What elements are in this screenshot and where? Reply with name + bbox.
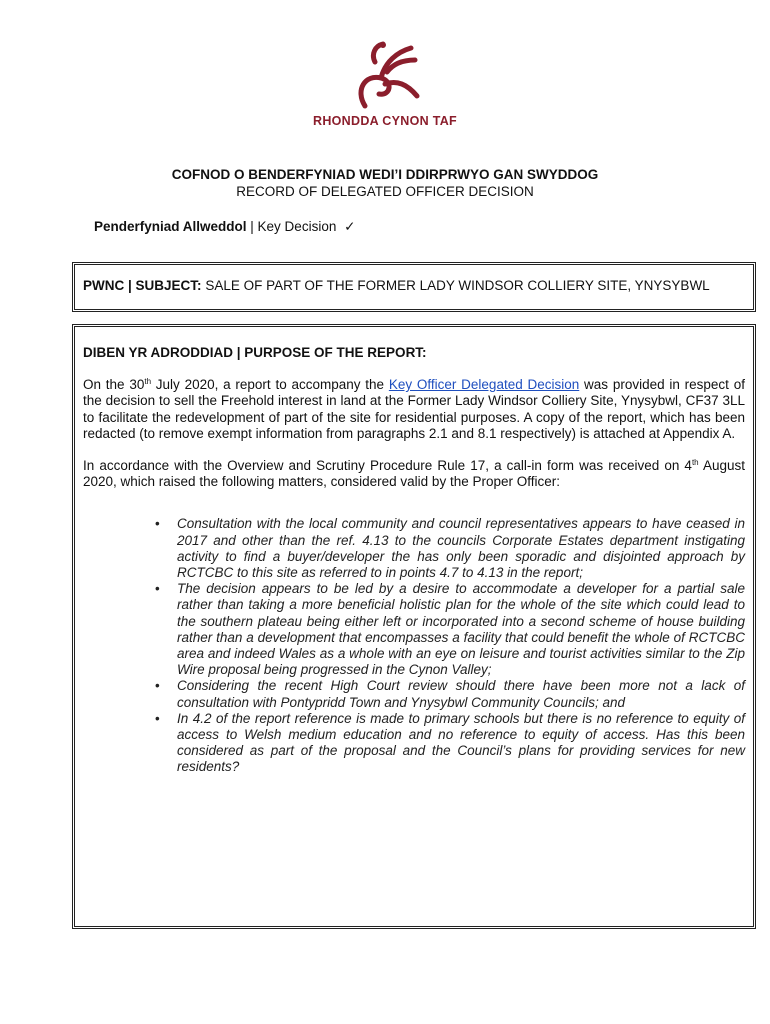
- key-decision-welsh: Penderfyniad Allweddol: [94, 219, 247, 234]
- key-decision-english: Key Decision: [257, 219, 337, 234]
- purpose-box: [72, 324, 756, 929]
- list-item-text: Consultation with the local community and council representatives appears to have ceased in 2017 and other than the ref. 4.13 to the councils Corporate Estates department instigating activity to find a buyer/developer the has only been sporadic and disjointed approach by RCTCBC to this site as referred to in points 4.7 to 4.13 in the report;: [177, 516, 745, 581]
- key-officer-decision-link[interactable]: Key Officer Delegated Decision: [388, 377, 580, 393]
- list-item: [155, 678, 745, 710]
- p1-text-c: was provided in respect of the decision to sell the Freehold interest in land at the Former Lady Windsor Colliery Site, Ynysybwl, CF37 3LL to facilitate the redevelopment of part of the site for residential purposes. A copy of the report, which has been redacted (to remove exempt information from paragraphs 2.1 and 8.1 respectively) is attached at Appendix A.: [83, 377, 745, 441]
- checkmark-icon: ✓: [344, 219, 356, 234]
- bullet-icon: •: [155, 581, 160, 597]
- dragon-emblem-icon: [345, 40, 425, 112]
- bullet-icon: •: [155, 678, 160, 694]
- list-item-text: In 4.2 of the report reference is made to primary schools but there is no reference to equity of access to Welsh medium education and no reference to equity of access. Has this been considered as part of the proposal and the Council’s plans for providing services for new residents?: [177, 710, 745, 775]
- logo-text: RHONDDA CYNON TAF: [313, 114, 457, 128]
- subject-text: SALE OF PART OF THE FORMER LADY WINDSOR COLLIERY SITE, YNYSYBWL: [205, 278, 710, 293]
- purpose-paragraph-1: [83, 377, 745, 442]
- purpose-heading: DIBEN YR ADRODDIAD | PURPOSE OF THE REPORT:: [83, 345, 427, 360]
- subject-label: PWNC | SUBJECT:: [83, 278, 202, 293]
- key-decision-separator: |: [246, 219, 258, 234]
- list-item: [155, 581, 745, 678]
- list-item: [155, 710, 745, 776]
- list-item-text: The decision appears to be led by a desire to accommodate a developer for a partial sale rather than taking a more beneficial holistic plan for the whole of the site which could lead to the southern plateau being either left or incorporated into a second scheme of house building rather than a development that encompasses a facility that could benefit the whole of RCTCBC area and indeed Wales as a whole with an eye on leisure and tourist activities similar to the Zip Wire proposal being progressed in the Cynon Valley;: [177, 581, 745, 678]
- key-decision-line: [94, 219, 355, 235]
- welsh-title: COFNOD O BENDERFYNIAD WEDI’I DDIRPRWYO GAN SWYDDOG: [171, 167, 599, 182]
- p1-text-b: July 2020, a report to accompany the: [151, 377, 389, 393]
- p2-text-a: In accordance with the Overview and Scrutiny Procedure Rule 17, a call-in form was received on 4: [83, 458, 692, 474]
- p1-superscript: th: [144, 377, 152, 387]
- list-item-text: Considering the recent High Court review should there have been more not a lack of consultation with Pontypridd Town and Ynysybwl Community Councils; and: [177, 678, 745, 710]
- call-in-matters-list: [83, 516, 745, 775]
- p1-text-a: On the 30: [83, 377, 145, 393]
- bullet-icon: •: [155, 710, 160, 726]
- list-item: [155, 516, 745, 581]
- p2-superscript: th: [691, 458, 699, 468]
- english-title: RECORD OF DELEGATED OFFICER DECISION: [236, 184, 534, 199]
- subject-box: [72, 262, 756, 312]
- council-logo: [300, 40, 470, 140]
- purpose-paragraph-2: [83, 458, 745, 490]
- bullet-icon: •: [155, 516, 160, 532]
- p2-text-b: August 2020, which raised the following matters, considered valid by the Proper Officer:: [83, 458, 745, 490]
